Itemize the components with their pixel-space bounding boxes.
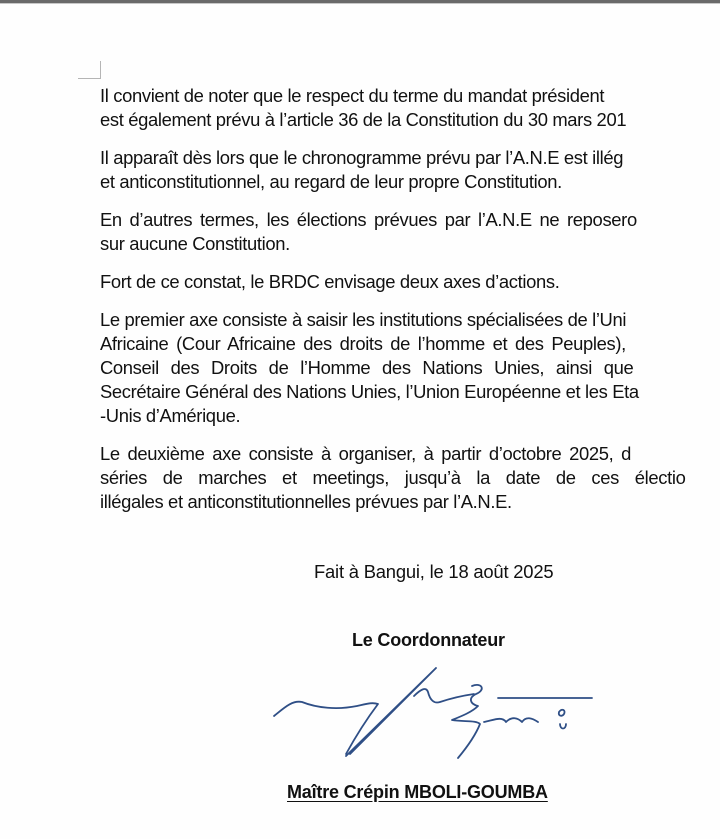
- text-line: En d’autres termes, les élections prévues par l’A.N.E ne reposero: [100, 209, 637, 230]
- handwritten-signature: [262, 664, 602, 764]
- paragraph-first-axis: [100, 308, 720, 428]
- text-line: -Unis d’Amérique.: [100, 405, 241, 426]
- paragraph-timeline: [100, 146, 720, 194]
- paragraph-actions: [100, 270, 720, 294]
- top-border: [0, 0, 720, 4]
- text-line: Fort de ce constat, le BRDC envisage deux axes d’actions.: [100, 271, 560, 292]
- text-line: Conseil des Droits de l’Homme des Nations Unies, ainsi que: [100, 357, 634, 378]
- text-line: est également prévu à l’article 36 de la Constitution du 30 mars 201: [100, 109, 627, 130]
- text-line: Il convient de noter que le respect du terme du mandat président: [100, 85, 605, 106]
- text-line: et anticonstitutionnel, au regard de leur propre Constitution.: [100, 171, 562, 192]
- text-line: sur aucune Constitution.: [100, 233, 290, 254]
- paragraph-elections: [100, 208, 720, 256]
- text-line: Il apparaît dès lors que le chronogramme prévu par l’A.N.E est illég: [100, 147, 624, 168]
- text-line: illégales et anticonstitutionnelles prévues par l’A.N.E.: [100, 491, 512, 512]
- text-line: Africaine (Cour Africaine des droits de l’homme et des Peuples),: [100, 333, 626, 354]
- place-and-date: Fait à Bangui, le 18 août 2025: [314, 561, 554, 582]
- paragraph-second-axis: [100, 442, 720, 514]
- paragraph-mandate: [100, 84, 720, 132]
- text-line: séries de marches et meetings, jusqu’à la date de ces électio: [100, 467, 686, 488]
- margin-corner-mark: [78, 61, 101, 79]
- text-line: Secrétaire Général des Nations Unies, l’Union Européenne et les Eta: [100, 381, 639, 402]
- signatory-title: Le Coordonnateur: [352, 630, 505, 650]
- text-line: Le deuxième axe consiste à organiser, à partir d’octobre 2025, d: [100, 443, 632, 464]
- signatory-name: Maître Crépin MBOLI-GOUMBA: [287, 782, 548, 802]
- text-line: Le premier axe consiste à saisir les institutions spécialisées de l’Uni: [100, 309, 627, 330]
- letter-body: [100, 84, 720, 528]
